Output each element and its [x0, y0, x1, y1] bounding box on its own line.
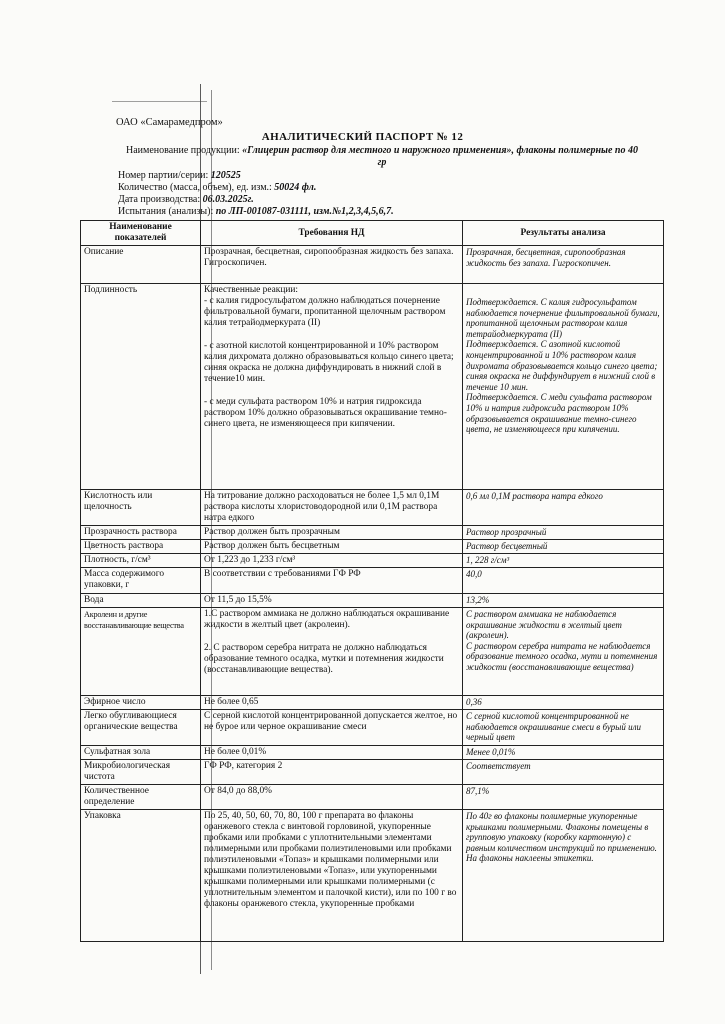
- row-result: Раствор прозрачный: [463, 526, 664, 540]
- res-packaging-1: По 40г во флаконы полимерные укупоренные крышками полимерными. Флаконы помещены в групповую упаковку (коробку картонную) с равным количеством инструкций по применению.: [466, 811, 657, 853]
- table-row: [81, 284, 664, 490]
- row-name: Легко обугливающиеся органические вещества: [81, 710, 201, 746]
- batch-label: Номер партии/серии:: [118, 170, 209, 181]
- table-row: [81, 526, 664, 540]
- row-requirement: От 1,223 до 1,233 г/см³: [201, 554, 463, 568]
- date-line: [118, 194, 254, 205]
- header-parameter: Наименование показателей: [81, 221, 201, 246]
- product-line: [122, 145, 642, 169]
- quantity-value: 50024 фл.: [274, 182, 317, 193]
- row-name: Кислотность или щелочность: [81, 490, 201, 526]
- table-row: [81, 710, 664, 746]
- row-result: 0,36: [463, 696, 664, 710]
- date-label: Дата производства:: [118, 194, 201, 205]
- row-name: Вода: [81, 594, 201, 608]
- row-result: Прозрачная, бесцветная, сиропообразная жидкость без запаха. Гигроскопичен.: [463, 246, 664, 284]
- row-name: Количественное определение: [81, 785, 201, 810]
- req-test-2: 2. С раствором серебра нитрата не должно наблюдаться образование темного осадка, мутки и потемнения жидкости (восстанавливающие вещества).: [204, 643, 444, 675]
- product-label: Наименование продукции:: [126, 145, 240, 156]
- row-result: Менее 0,01%: [463, 746, 664, 760]
- res-reaction-2: Подтверждается. С азотной кислотой концентрированной и 10% раствором калия дихромата образовывается кольцо синего цвета; синяя окраска не диффундирует в нижний слой в течение 10 мин.: [466, 339, 658, 392]
- row-name: Сульфатная зола: [81, 746, 201, 760]
- req-reaction-3: - с меди сульфата раствором 10% и натрия гидроксида раствором 10% должно образовываться окрашивание темно-синего цвета, не изменяющееся при кипячении.: [204, 397, 447, 429]
- header-requirements: Требования НД: [201, 221, 463, 246]
- product-value: «Глицерин раствор для местного и наружного применения», флаконы полимерные по 40 гр: [242, 145, 638, 168]
- row-name: Плотность, г/см³: [81, 554, 201, 568]
- tests-label: Испытания (анализы):: [118, 206, 214, 217]
- row-result: 1, 228 г/см³: [463, 554, 664, 568]
- row-result: Соответствует: [463, 760, 664, 785]
- row-result: С серной кислотой концентрированной не наблюдается окрашивание смеси в бурый или черный цвет: [463, 710, 664, 746]
- row-name: Упаковка: [81, 810, 201, 942]
- row-result: 40,0: [463, 568, 664, 594]
- quantity-line: [118, 182, 316, 193]
- req-reaction-2: - с азотной кислотой концентрированной и 10% раствором калия дихромата должно образовываться кольцо синего цвета; синяя окраска не должна диффундировать в нижний слой в течение10 мин.: [204, 341, 454, 384]
- res-test-1: С раствором аммиака не наблюдается окрашивание жидкости в желтый цвет (акролеин).: [466, 609, 622, 641]
- row-name: Микробиологическая чистота: [81, 760, 201, 785]
- quantity-label: Количество (масса, объем), ед. изм.:: [118, 182, 272, 193]
- row-result: Раствор бесцветный: [463, 540, 664, 554]
- row-result: 0,6 мл 0,1М раствора натра едкого: [463, 490, 664, 526]
- row-requirement: В соответствии с требованиями ГФ РФ: [201, 568, 463, 594]
- row-requirement: Не более 0,65: [201, 696, 463, 710]
- res-test-2: С раствором серебра нитрата не наблюдается образование темного осадка, мути и потемнения жидкости (восстанавливающие вещества): [466, 640, 658, 672]
- row-name: Эфирное число: [81, 696, 201, 710]
- row-result: 13,2%: [463, 594, 664, 608]
- document-title: АНАЛИТИЧЕСКИЙ ПАСПОРТ № 12: [261, 131, 464, 143]
- row-requirement: По 25, 40, 50, 60, 70, 80, 100 г препарата во флаконы оранжевого стекла с винтовой горловиной, укупоренные пробками или пробками с уплотнительными элементами полимерными или пробками полиэтиленовыми или пробками полиэтиленовыми «Топаз» и крышками полимерными или крышками полиэтиленовыми «Топаз», или укупоренными крышками полимерными или крышками полимерными (с уплотнительным элементом и палочкой кисти), или по 100 г во флаконы оранжевого стекла, укупоренные пробками: [201, 810, 463, 942]
- table-row: [81, 540, 664, 554]
- row-name: Цветность раствора: [81, 540, 201, 554]
- row-requirement: От 11,5 до 15,5%: [201, 594, 463, 608]
- row-requirement: [201, 608, 463, 696]
- req-intro: Качественные реакции:: [204, 285, 298, 295]
- row-name: Описание: [81, 246, 201, 284]
- scan-line: [112, 101, 207, 102]
- table-row: [81, 608, 664, 696]
- analysis-table: [80, 220, 664, 942]
- table-row: [81, 246, 664, 284]
- res-reaction-3: Подтверждается. С меди сульфата раствором 10% и натрия гидроксида раствором 10% образовывается окрашивание темно-синего цвета, не изменяющееся при кипячении.: [466, 392, 652, 435]
- row-requirement: Не более 0,01%: [201, 746, 463, 760]
- header-results: Результаты анализа: [463, 221, 664, 246]
- row-requirement: [201, 284, 463, 490]
- table-row: [81, 810, 664, 942]
- row-result: [463, 810, 664, 942]
- table-row: [81, 594, 664, 608]
- date-value: 06.03.2025г.: [202, 194, 254, 205]
- tests-line: [118, 206, 394, 217]
- res-reaction-1: Подтверждается. С калия гидросульфатом наблюдается почернение фильтровальной бумаги, пропитанной щелочным раствором калия тетрайодмеркурата (II): [466, 297, 660, 339]
- table-row: [81, 554, 664, 568]
- table-row: [81, 760, 664, 785]
- batch-value: 120525: [210, 170, 241, 181]
- row-requirement: ГФ РФ, категория 2: [201, 760, 463, 785]
- tests-value: по ЛП-001087-031111, изм.№1,2,3,4,5,6,7.: [215, 206, 394, 217]
- req-reaction-1: - с калия гидросульфатом должно наблюдаться почернение фильтровальной бумаги, пропитанной щелочным раствором калия тетрайодмеркурата (II): [204, 296, 446, 328]
- row-requirement: С серной кислотой концентрированной допускается желтое, но не бурое или черное окрашивание смеси: [201, 710, 463, 746]
- table-row: [81, 490, 664, 526]
- row-requirement: Раствор должен быть бесцветным: [201, 540, 463, 554]
- row-requirement: От 84,0 до 88,0%: [201, 785, 463, 810]
- table-row: [81, 568, 664, 594]
- row-name: Акролеин и другие восстанавливающие вещества: [81, 608, 201, 696]
- row-result: [463, 284, 664, 490]
- organization-name: ОАО «Самарамедпром»: [116, 117, 223, 128]
- table-header-row: [81, 221, 664, 246]
- table-row: [81, 696, 664, 710]
- row-requirement: Раствор должен быть прозрачным: [201, 526, 463, 540]
- res-packaging-2: На флаконы наклеены этикетки.: [466, 853, 594, 864]
- req-test-1: 1.С раствором аммиака не должно наблюдаться окрашивание жидкости в желтый цвет (акролеин).: [204, 609, 450, 630]
- row-name: Прозрачность раствора: [81, 526, 201, 540]
- row-result: 87,1%: [463, 785, 664, 810]
- row-requirement: Прозрачная, бесцветная, сиропообразная жидкость без запаха. Гигроскопичен.: [201, 246, 463, 284]
- row-requirement: На титрование должно расходоваться не более 1,5 мл 0,1М раствора кислоты хлористоводородной или 0,1М раствора натра едкого: [201, 490, 463, 526]
- batch-line: [118, 170, 241, 181]
- table-row: [81, 746, 664, 760]
- table-row: [81, 785, 664, 810]
- row-result: [463, 608, 664, 696]
- row-name: Подлинность: [81, 284, 201, 490]
- row-name: Масса содержимого упаковки, г: [81, 568, 201, 594]
